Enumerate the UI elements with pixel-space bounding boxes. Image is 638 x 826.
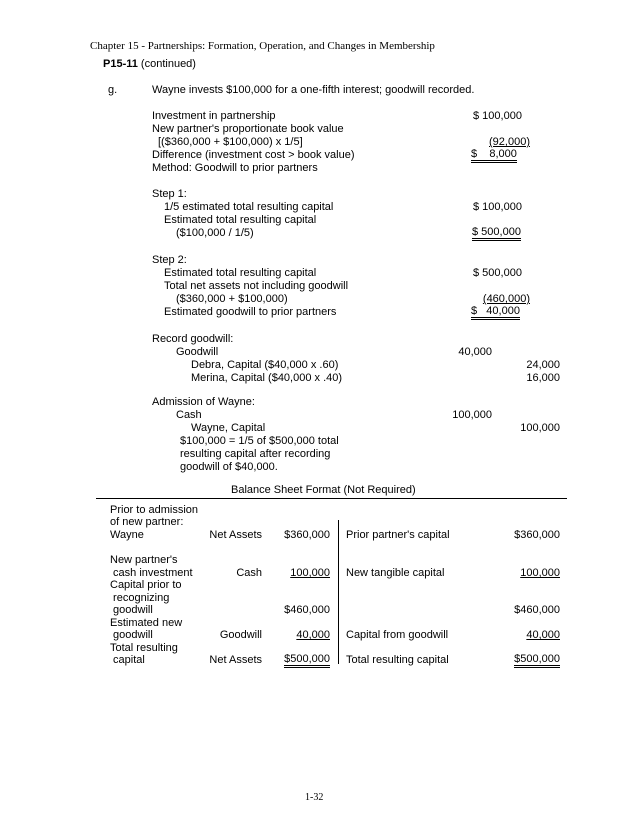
bs-goodwill-asset-amount: 40,000 [296,629,330,641]
bs-total-label1: Total resulting [110,642,178,654]
bs-total-capital: Total resulting capital [346,654,449,666]
bs-before-asset-amount: $460,000 [284,604,330,616]
bs-prior-capital-amount: $360,000 [514,529,560,541]
admission-note-line2: resulting capital after recording [180,448,331,460]
bs-total-asset: Net Assets [209,654,262,666]
part-letter: g. [108,84,118,96]
admission-credit-amount: 100,000 [520,422,560,434]
bs-cash-label1: New partner's [110,554,178,566]
difference-label: Difference (investment cost > book value) [152,149,355,161]
problem-heading [103,58,196,71]
bs-prior-label3: Wayne [110,529,144,541]
balance-sheet-title: Balance Sheet Format (Not Required) [231,484,416,496]
step2-line3-label: ($360,000 + $100,000) [176,293,288,305]
step1-line3-value: $ 500,000 [472,226,521,241]
bs-goodwill-capital: Capital from goodwill [346,629,449,641]
admission-debit-amount: 100,000 [452,409,492,421]
book-value-label: New partner's proportionate book value [152,123,344,135]
bs-before-label3: goodwill [110,604,153,616]
balance-sheet-rule [96,498,567,499]
book-value-value: (92,000) [489,136,530,148]
bs-total-capital-amount: $500,000 [514,653,560,668]
bs-prior-asset: Net Assets [209,529,262,541]
step2-line1-label: Estimated total resulting capital [164,267,317,279]
bs-cash-capital: New tangible capital [346,567,445,579]
method-text: Method: Goodwill to prior partners [152,162,318,174]
bs-cash-asset-amount: 100,000 [290,567,330,579]
step2-line4-value: $ 40,000 [471,305,520,320]
bs-cash-capital-amount: 100,000 [520,567,560,579]
goodwill-debit-amount: 40,000 [458,346,492,358]
chapter-header: Chapter 15 - Partnerships: Formation, Operation, and Changes in Membership [90,40,435,52]
bs-prior-label2: of new partner: [110,516,184,528]
step2-line1-value: $ 500,000 [473,267,522,279]
bs-goodwill-label1: Estimated new [110,617,183,629]
bs-total-label2: capital [110,654,145,666]
admission-debit-account: Cash [176,409,202,421]
admission-note-line3: goodwill of $40,000. [180,461,278,473]
admission-entry-title: Admission of Wayne: [152,396,255,408]
bs-prior-label1: Prior to admission [110,504,199,516]
bs-total-asset-amount: $500,000 [284,653,330,668]
step1-line3-label: ($100,000 / 1/5) [176,227,254,239]
step2-line3-value: (460,000) [482,293,530,305]
bs-before-label1: Capital prior to [110,579,182,591]
step1-line1-value: $ 100,000 [473,201,522,213]
bs-cash-label2: cash investment [110,567,193,579]
bs-prior-asset-amount: $360,000 [284,529,330,541]
balance-sheet-divider [338,520,339,664]
goodwill-credit2-account: Merina, Capital ($40,000 x .40) [191,372,343,384]
step2-title: Step 2: [152,254,187,266]
page-number: 1-32 [305,792,324,803]
admission-note-line1: $100,000 = 1/5 of $500,000 total [180,435,339,447]
investment-label: Investment in partnership [152,110,276,122]
part-description: Wayne invests $100,000 for a one-fifth interest; goodwill recorded. [152,84,475,96]
admission-credit-account: Wayne, Capital [191,422,266,434]
goodwill-credit1-account: Debra, Capital ($40,000 x .60) [191,359,339,371]
difference-value: $ 8,000 [471,148,517,163]
goodwill-debit-account: Goodwill [176,346,219,358]
goodwill-entry-title: Record goodwill: [152,333,234,345]
step1-line1-label: 1/5 estimated total resulting capital [164,201,334,213]
step1-title: Step 1: [152,188,187,200]
goodwill-credit2-amount: 16,000 [526,372,560,384]
bs-goodwill-capital-amount: 40,000 [526,629,560,641]
problem-number: P15-11 [103,58,138,70]
goodwill-credit1-amount: 24,000 [526,359,560,371]
step2-line4-label: Estimated goodwill to prior partners [164,306,337,318]
bs-cash-asset: Cash [236,567,262,579]
problem-suffix: (continued) [137,58,196,70]
bs-before-capital-amount: $460,000 [514,604,560,616]
bs-goodwill-asset: Goodwill [219,629,262,641]
bs-prior-capital: Prior partner's capital [346,529,450,541]
step1-line2-label: Estimated total resulting capital [164,214,317,226]
step2-line2-label: Total net assets not including goodwill [164,280,349,292]
book-value-detail: [($360,000 + $100,000) x 1/5] [158,136,303,148]
bs-goodwill-label2: goodwill [110,629,153,641]
investment-value: $ 100,000 [473,110,522,122]
bs-before-label2: recognizing [110,592,170,604]
